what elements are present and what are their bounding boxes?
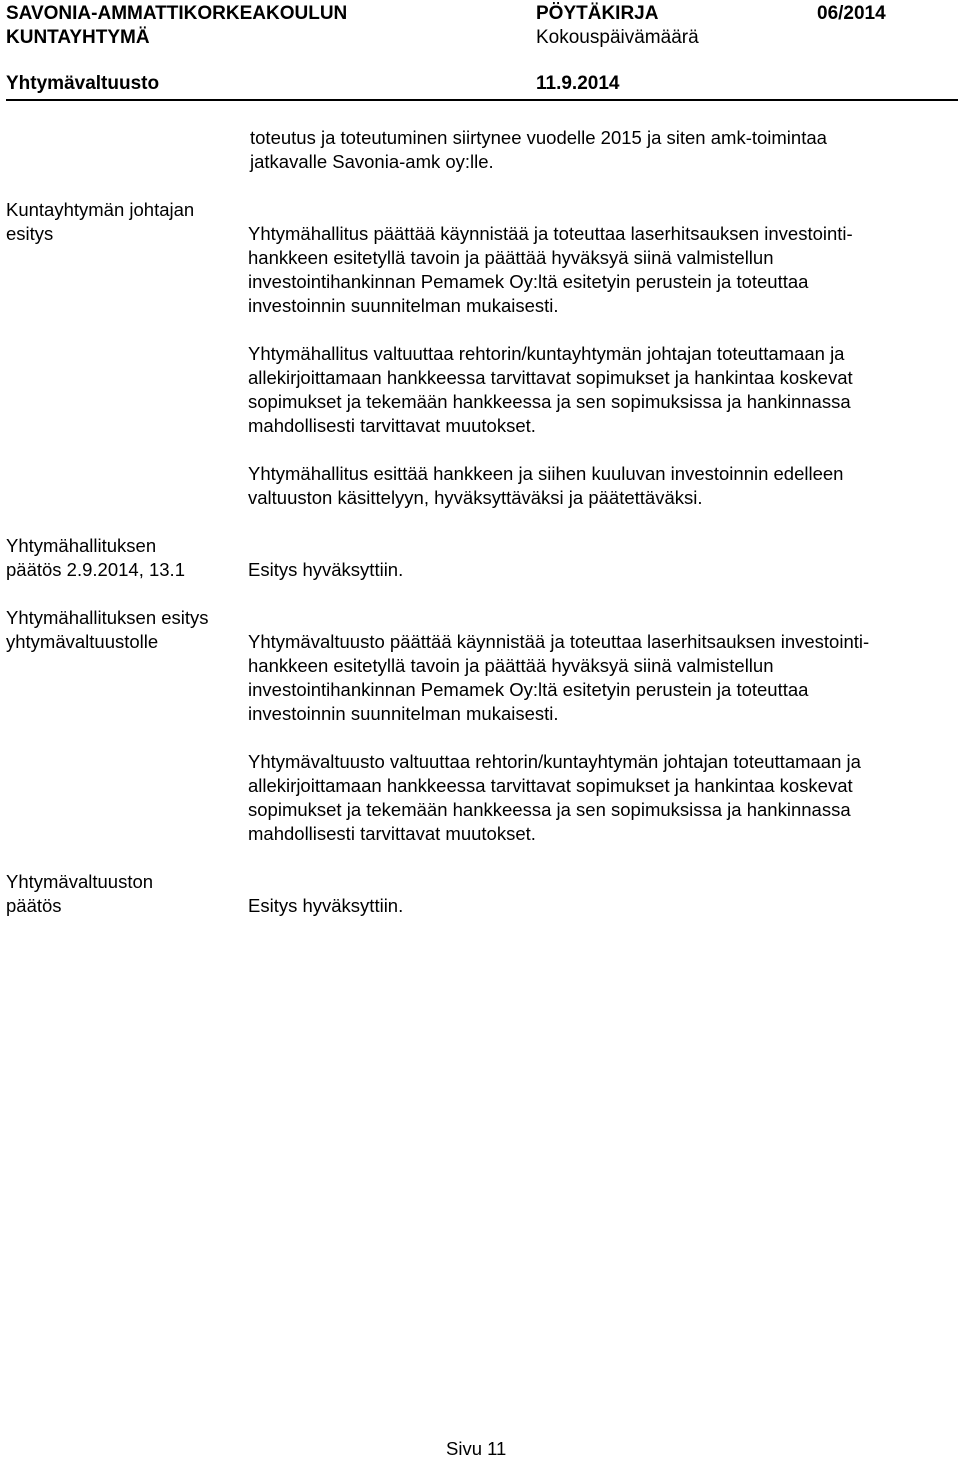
paragraph-line: Yhtymävaltuusto päättää käynnistää ja toteuttaa laserhitsauksen investointi- xyxy=(248,631,870,652)
paragraph-line: investoinnin suunnitelman mukaisesti. xyxy=(248,703,559,724)
council-decision-text: Esitys hyväksyttiin. xyxy=(248,895,404,916)
header-divider xyxy=(6,99,958,101)
section-label-director-proposal: esitys xyxy=(6,223,54,244)
intro-line: toteutus ja toteutuminen siirtynee vuodelle 2015 ja siten amk-toimintaa xyxy=(250,127,827,148)
paragraph-line: hankkeen esitetyllä tavoin ja päättää hyväksyä siinä valmistellun xyxy=(248,247,774,268)
paragraph-line: sopimukset ja tekemään hankkeessa ja sen sopimuksissa ja hankinnassa xyxy=(248,391,851,412)
section-label-board-proposal: Yhtymähallituksen esitys xyxy=(6,607,209,628)
paragraph-line: hankkeen esitetyllä tavoin ja päättää hyväksyä siinä valmistellun xyxy=(248,655,774,676)
document-type: PÖYTÄKIRJA xyxy=(536,3,659,24)
meeting-date: 11.9.2014 xyxy=(536,73,620,94)
paragraph-line: mahdollisesti tarvittavat muutokset. xyxy=(248,823,536,844)
section-label-council-decision: päätös xyxy=(6,895,62,916)
organization-name-line1: SAVONIA-AMMATTIKORKEAKOULUN xyxy=(6,3,348,24)
paragraph-line: Yhtymähallitus valtuuttaa rehtorin/kuntayhtymän johtajan toteuttamaan ja xyxy=(248,343,845,364)
paragraph-line: allekirjoittamaan hankkeessa tarvittavat sopimukset ja hankintaa koskevat xyxy=(248,775,853,796)
paragraph-line: Yhtymähallitus päättää käynnistää ja toteuttaa laserhitsauksen investointi- xyxy=(248,223,853,244)
body-name: Yhtymävaltuusto xyxy=(6,73,160,94)
paragraph-line: sopimukset ja tekemään hankkeessa ja sen sopimuksissa ja hankinnassa xyxy=(248,799,851,820)
paragraph-line: Yhtymähallitus esittää hankkeen ja siihen kuuluvan investoinnin edelleen xyxy=(248,463,844,484)
intro-line: jatkavalle Savonia-amk oy:lle. xyxy=(250,151,494,172)
document-number: 06/2014 xyxy=(817,3,886,24)
section-label-board-decision: Yhtymähallituksen xyxy=(6,535,157,556)
paragraph-line: Yhtymävaltuusto valtuuttaa rehtorin/kuntayhtymän johtajan toteuttamaan ja xyxy=(248,751,861,772)
paragraph-line: investointihankinnan Pemamek Oy:ltä esitetyin perustein ja toteuttaa xyxy=(248,271,809,292)
paragraph-line: allekirjoittamaan hankkeessa tarvittavat sopimukset ja hankintaa koskevat xyxy=(248,367,853,388)
organization-name-line2: KUNTAYHTYMÄ xyxy=(6,27,150,48)
paragraph-line: investointihankinnan Pemamek Oy:ltä esitetyin perustein ja toteuttaa xyxy=(248,679,809,700)
page-number: Sivu 11 xyxy=(446,1438,507,1459)
board-decision-text: Esitys hyväksyttiin. xyxy=(248,559,404,580)
section-label-board-proposal: yhtymävaltuustolle xyxy=(6,631,159,652)
section-label-council-decision: Yhtymävaltuuston xyxy=(6,871,154,892)
section-label-director-proposal: Kuntayhtymän johtajan xyxy=(6,199,195,220)
paragraph-line: investoinnin suunnitelman mukaisesti. xyxy=(248,295,559,316)
paragraph-line: mahdollisesti tarvittavat muutokset. xyxy=(248,415,536,436)
section-label-board-decision: päätös 2.9.2014, 13.1 xyxy=(6,559,185,580)
meeting-date-label: Kokouspäivämäärä xyxy=(536,27,699,48)
paragraph-line: valtuuston käsittelyyn, hyväksyttäväksi ja päätettäväksi. xyxy=(248,487,703,508)
